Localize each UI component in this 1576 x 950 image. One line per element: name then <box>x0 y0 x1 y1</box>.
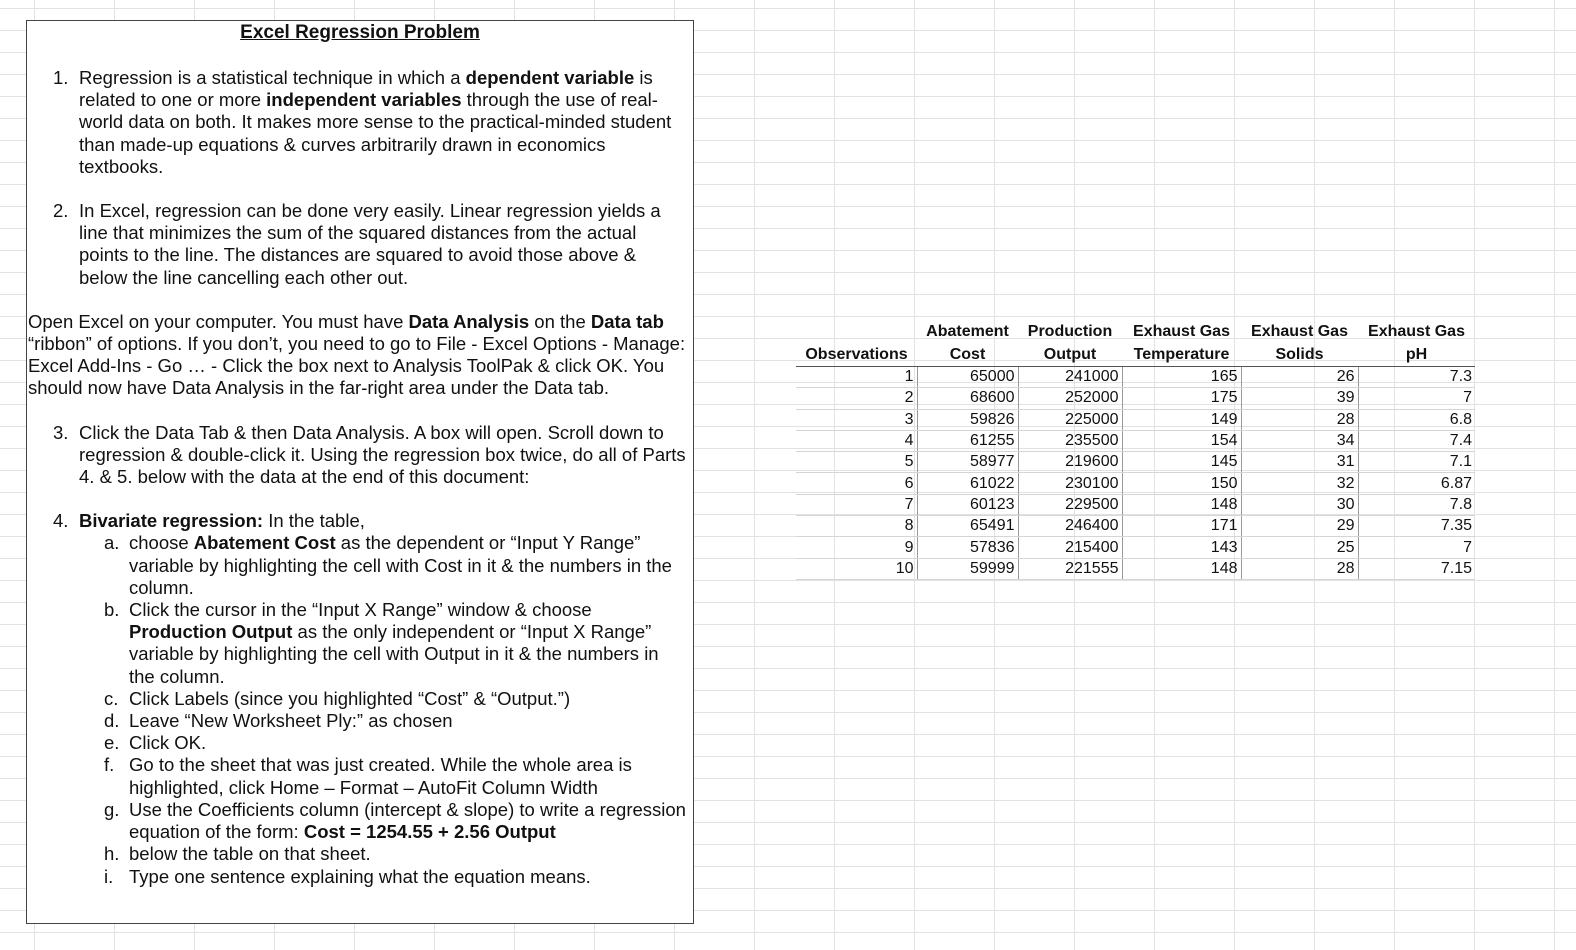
table-cell[interactable]: 7.1 <box>1358 452 1475 473</box>
header-bottom-cell[interactable]: Output <box>1018 343 1122 367</box>
table-cell[interactable]: 39 <box>1241 388 1358 409</box>
table-cell[interactable]: 148 <box>1122 558 1241 579</box>
table-row <box>796 558 1475 579</box>
sub-a-text-a: choose <box>129 532 194 554</box>
table-cell[interactable]: 1 <box>796 367 917 388</box>
table-cell[interactable]: 230100 <box>1018 473 1122 494</box>
sub-b-text-a: Click the cursor in the “Input X Range” window & choose <box>129 599 592 621</box>
table-cell[interactable]: 143 <box>1122 537 1241 558</box>
table-cell[interactable]: 150 <box>1122 473 1241 494</box>
header-top-cell[interactable]: Exhaust Gas <box>1133 323 1230 340</box>
table-cell[interactable]: 8 <box>796 516 917 537</box>
table-cell[interactable]: 26 <box>1241 367 1358 388</box>
table-cell[interactable]: 6 <box>796 473 917 494</box>
table-cell[interactable]: 145 <box>1122 452 1241 473</box>
table-row <box>796 537 1475 558</box>
sub-b-bold: Production Output <box>129 621 293 643</box>
item-1-bold-b: independent variables <box>266 89 462 111</box>
item-1 <box>27 67 693 178</box>
header-top-cell[interactable]: Exhaust Gas <box>1251 323 1348 340</box>
sub-a-bold: Abatement Cost <box>193 532 336 554</box>
table-cell[interactable]: 28 <box>1241 558 1358 579</box>
table-cell[interactable]: 60123 <box>917 494 1018 515</box>
table-cell[interactable]: 246400 <box>1018 516 1122 537</box>
sub-item-i <box>27 866 693 888</box>
table-cell[interactable]: 65491 <box>917 516 1018 537</box>
item-1-text-c: through the use of real-world data on both. It makes more sense to the practical-minded student than made-up equations & curves arbitrarily drawn in economics textbooks. <box>79 89 672 177</box>
table-cell[interactable]: 165 <box>1122 367 1241 388</box>
sub-d-letter: d. <box>104 710 120 732</box>
table-cell[interactable]: 32 <box>1241 473 1358 494</box>
table-cell[interactable]: 252000 <box>1018 388 1122 409</box>
table-cell[interactable]: 171 <box>1122 516 1241 537</box>
sub-f-text: Go to the sheet that was just created. While the whole area is highlighted, click Home – Format – AutoFit Column Width <box>129 754 632 798</box>
table-cell[interactable]: 7.3 <box>1358 367 1475 388</box>
header-row-bottom <box>796 343 1475 367</box>
table-row <box>796 409 1475 430</box>
sub-d-text: Leave “New Worksheet Ply:” as chosen <box>129 710 453 732</box>
table-cell[interactable]: 61255 <box>917 430 1018 451</box>
sub-item-h <box>27 843 693 865</box>
sub-i-text: Type one sentence explaining what the equation means. <box>129 865 591 887</box>
table-cell[interactable]: 10 <box>796 558 917 579</box>
table-cell[interactable]: 29 <box>1241 516 1358 537</box>
sub-b-letter: b. <box>104 599 120 621</box>
sub-g-letter: g. <box>104 798 120 820</box>
table-cell[interactable]: 5 <box>796 452 917 473</box>
table-cell[interactable]: 7 <box>1358 388 1475 409</box>
item-1-text-a: Regression is a statistical technique in which a <box>79 67 466 88</box>
table-cell[interactable]: 148 <box>1122 494 1241 515</box>
item-2 <box>27 200 693 289</box>
item-4-text: In the table, <box>263 510 365 532</box>
table-cell[interactable]: 28 <box>1241 409 1358 430</box>
table-row <box>796 494 1475 515</box>
item-3-text: Click the Data Tab & then Data Analysis. A box will open. Scroll down to regression & double-click it. Using the regression box twice, do all of Parts 4. & 5. below with the data at the end of this document: <box>79 421 686 488</box>
table-cell[interactable]: 25 <box>1241 537 1358 558</box>
table-cell[interactable]: 7.8 <box>1358 494 1475 515</box>
table-row <box>796 452 1475 473</box>
header-top-cell[interactable]: Abatement <box>926 323 1009 340</box>
regression-equation: Cost = 1254.55 + 2.56 Output <box>303 821 556 843</box>
table-body <box>796 367 1475 580</box>
table-cell[interactable]: 2 <box>796 388 917 409</box>
sub-item-a <box>27 532 693 599</box>
table-row <box>796 367 1475 388</box>
sub-item-e <box>27 732 693 754</box>
item-3 <box>27 422 693 489</box>
table-cell[interactable]: 149 <box>1122 409 1241 430</box>
sub-item-d <box>27 710 693 732</box>
header-top-cell[interactable] <box>796 320 917 343</box>
table-cell[interactable]: 7 <box>796 494 917 515</box>
table-cell[interactable]: 61022 <box>917 473 1018 494</box>
item-1-bold-a: dependent variable <box>465 67 635 88</box>
sub-item-f <box>27 754 693 798</box>
table-cell[interactable]: 34 <box>1241 430 1358 451</box>
table-cell[interactable]: 7.35 <box>1358 516 1475 537</box>
header-bottom-cell[interactable]: Temperature <box>1122 343 1241 367</box>
para-text-c: “ribbon” of options. If you don’t, you need to go to File - Excel Options - Manage: Excel Add-Ins - Go … - Click the box next to Analysis ToolPak & click OK. You should now have Data Analysis in the far-right area under the Data tab. <box>28 333 686 399</box>
item-2-text: In Excel, regression can be done very easily. Linear regression yields a line that minimizes the sum of the squared distances from the actual points to the line. The distances are squared to avoid those above & below the line cancelling each other out. <box>79 200 661 288</box>
sub-f-letter: f. <box>104 754 115 776</box>
open-excel-paragraph <box>27 311 693 400</box>
table-row <box>796 430 1475 451</box>
table-cell[interactable]: 241000 <box>1018 367 1122 388</box>
instructions-textbox[interactable] <box>26 20 694 924</box>
header-top-cell[interactable]: Exhaust Gas <box>1368 323 1465 340</box>
table-cell[interactable]: 58977 <box>917 452 1018 473</box>
sub-i-letter: i. <box>104 865 114 887</box>
table-cell[interactable]: 7.15 <box>1358 558 1475 579</box>
para-text-b: on the <box>529 310 591 332</box>
table-cell[interactable]: 7.4 <box>1358 430 1475 451</box>
table-cell[interactable]: 154 <box>1122 430 1241 451</box>
table-row <box>796 473 1475 494</box>
table-cell[interactable]: 229500 <box>1018 494 1122 515</box>
para-bold-b: Data tab <box>590 310 664 332</box>
item-4-number: 4. <box>53 510 69 532</box>
table-cell[interactable]: 59999 <box>917 558 1018 579</box>
table-cell[interactable]: 235500 <box>1018 430 1122 451</box>
table-cell[interactable]: 9 <box>796 537 917 558</box>
table-cell[interactable]: 219600 <box>1018 452 1122 473</box>
sub-b-text-b: as the only independent or “Input X Range” variable by highlighting the cell with Output in it & the numbers in the column. <box>129 621 659 687</box>
header-bottom-cell[interactable]: pH <box>1358 343 1475 367</box>
table-cell[interactable]: 65000 <box>917 367 1018 388</box>
data-table <box>796 320 1475 580</box>
header-top-cell[interactable]: Production <box>1027 323 1113 340</box>
item-4-bold: Bivariate regression: <box>79 510 264 532</box>
sub-item-b <box>27 599 693 688</box>
sub-item-g <box>27 799 693 843</box>
header-bottom-cell[interactable]: Observations <box>796 343 917 367</box>
table-cell[interactable]: 4 <box>796 430 917 451</box>
item-2-number: 2. <box>53 200 69 222</box>
sub-a-letter: a. <box>104 532 120 554</box>
table-cell[interactable]: 3 <box>796 409 917 430</box>
sub-c-text: Click Labels (since you highlighted “Cost” & “Output.”) <box>129 687 571 709</box>
table-cell[interactable]: 221555 <box>1018 558 1122 579</box>
table-cell[interactable]: 59826 <box>917 409 1018 430</box>
table-cell[interactable]: 215400 <box>1018 537 1122 558</box>
table-cell[interactable]: 175 <box>1122 388 1241 409</box>
table-cell[interactable]: 6.8 <box>1358 409 1475 430</box>
sub-c-letter: c. <box>104 687 119 709</box>
document-title: Excel Regression Problem <box>240 22 480 43</box>
item-4 <box>27 510 693 532</box>
sub-h-letter: h. <box>104 843 120 865</box>
table-cell[interactable]: 57836 <box>917 537 1018 558</box>
table-row <box>796 516 1475 537</box>
table-row <box>796 388 1475 409</box>
table-cell[interactable]: 30 <box>1241 494 1358 515</box>
table-cell[interactable]: 7 <box>1358 537 1475 558</box>
item-3-number: 3. <box>53 421 69 443</box>
header-bottom-cell[interactable]: Solids <box>1241 343 1358 367</box>
item-1-text-b: is related to one or more <box>79 67 653 111</box>
table-cell[interactable]: 31 <box>1241 452 1358 473</box>
table-cell[interactable]: 6.87 <box>1358 473 1475 494</box>
sub-e-letter: e. <box>104 732 120 754</box>
para-bold-a: Data Analysis <box>408 310 530 332</box>
header-bottom-cell[interactable]: Cost <box>917 343 1018 367</box>
sub-g-text: Use the Coefficients column (intercept & slope) to write a regression equation of the form: <box>129 798 686 843</box>
sub-e-text: Click OK. <box>129 732 207 754</box>
sub-item-c <box>27 688 693 710</box>
sub-h-text: below the table on that sheet. <box>129 843 371 865</box>
table-cell[interactable]: 68600 <box>917 388 1018 409</box>
item-1-number: 1. <box>53 67 69 88</box>
table-cell[interactable]: 225000 <box>1018 409 1122 430</box>
sub-a-text-b: as the dependent or “Input Y Range” variable by highlighting the cell with Cost in it & the numbers in the column. <box>129 532 672 598</box>
para-text-a: Open Excel on your computer. You must have <box>28 310 409 332</box>
header-row-top <box>796 320 1475 343</box>
